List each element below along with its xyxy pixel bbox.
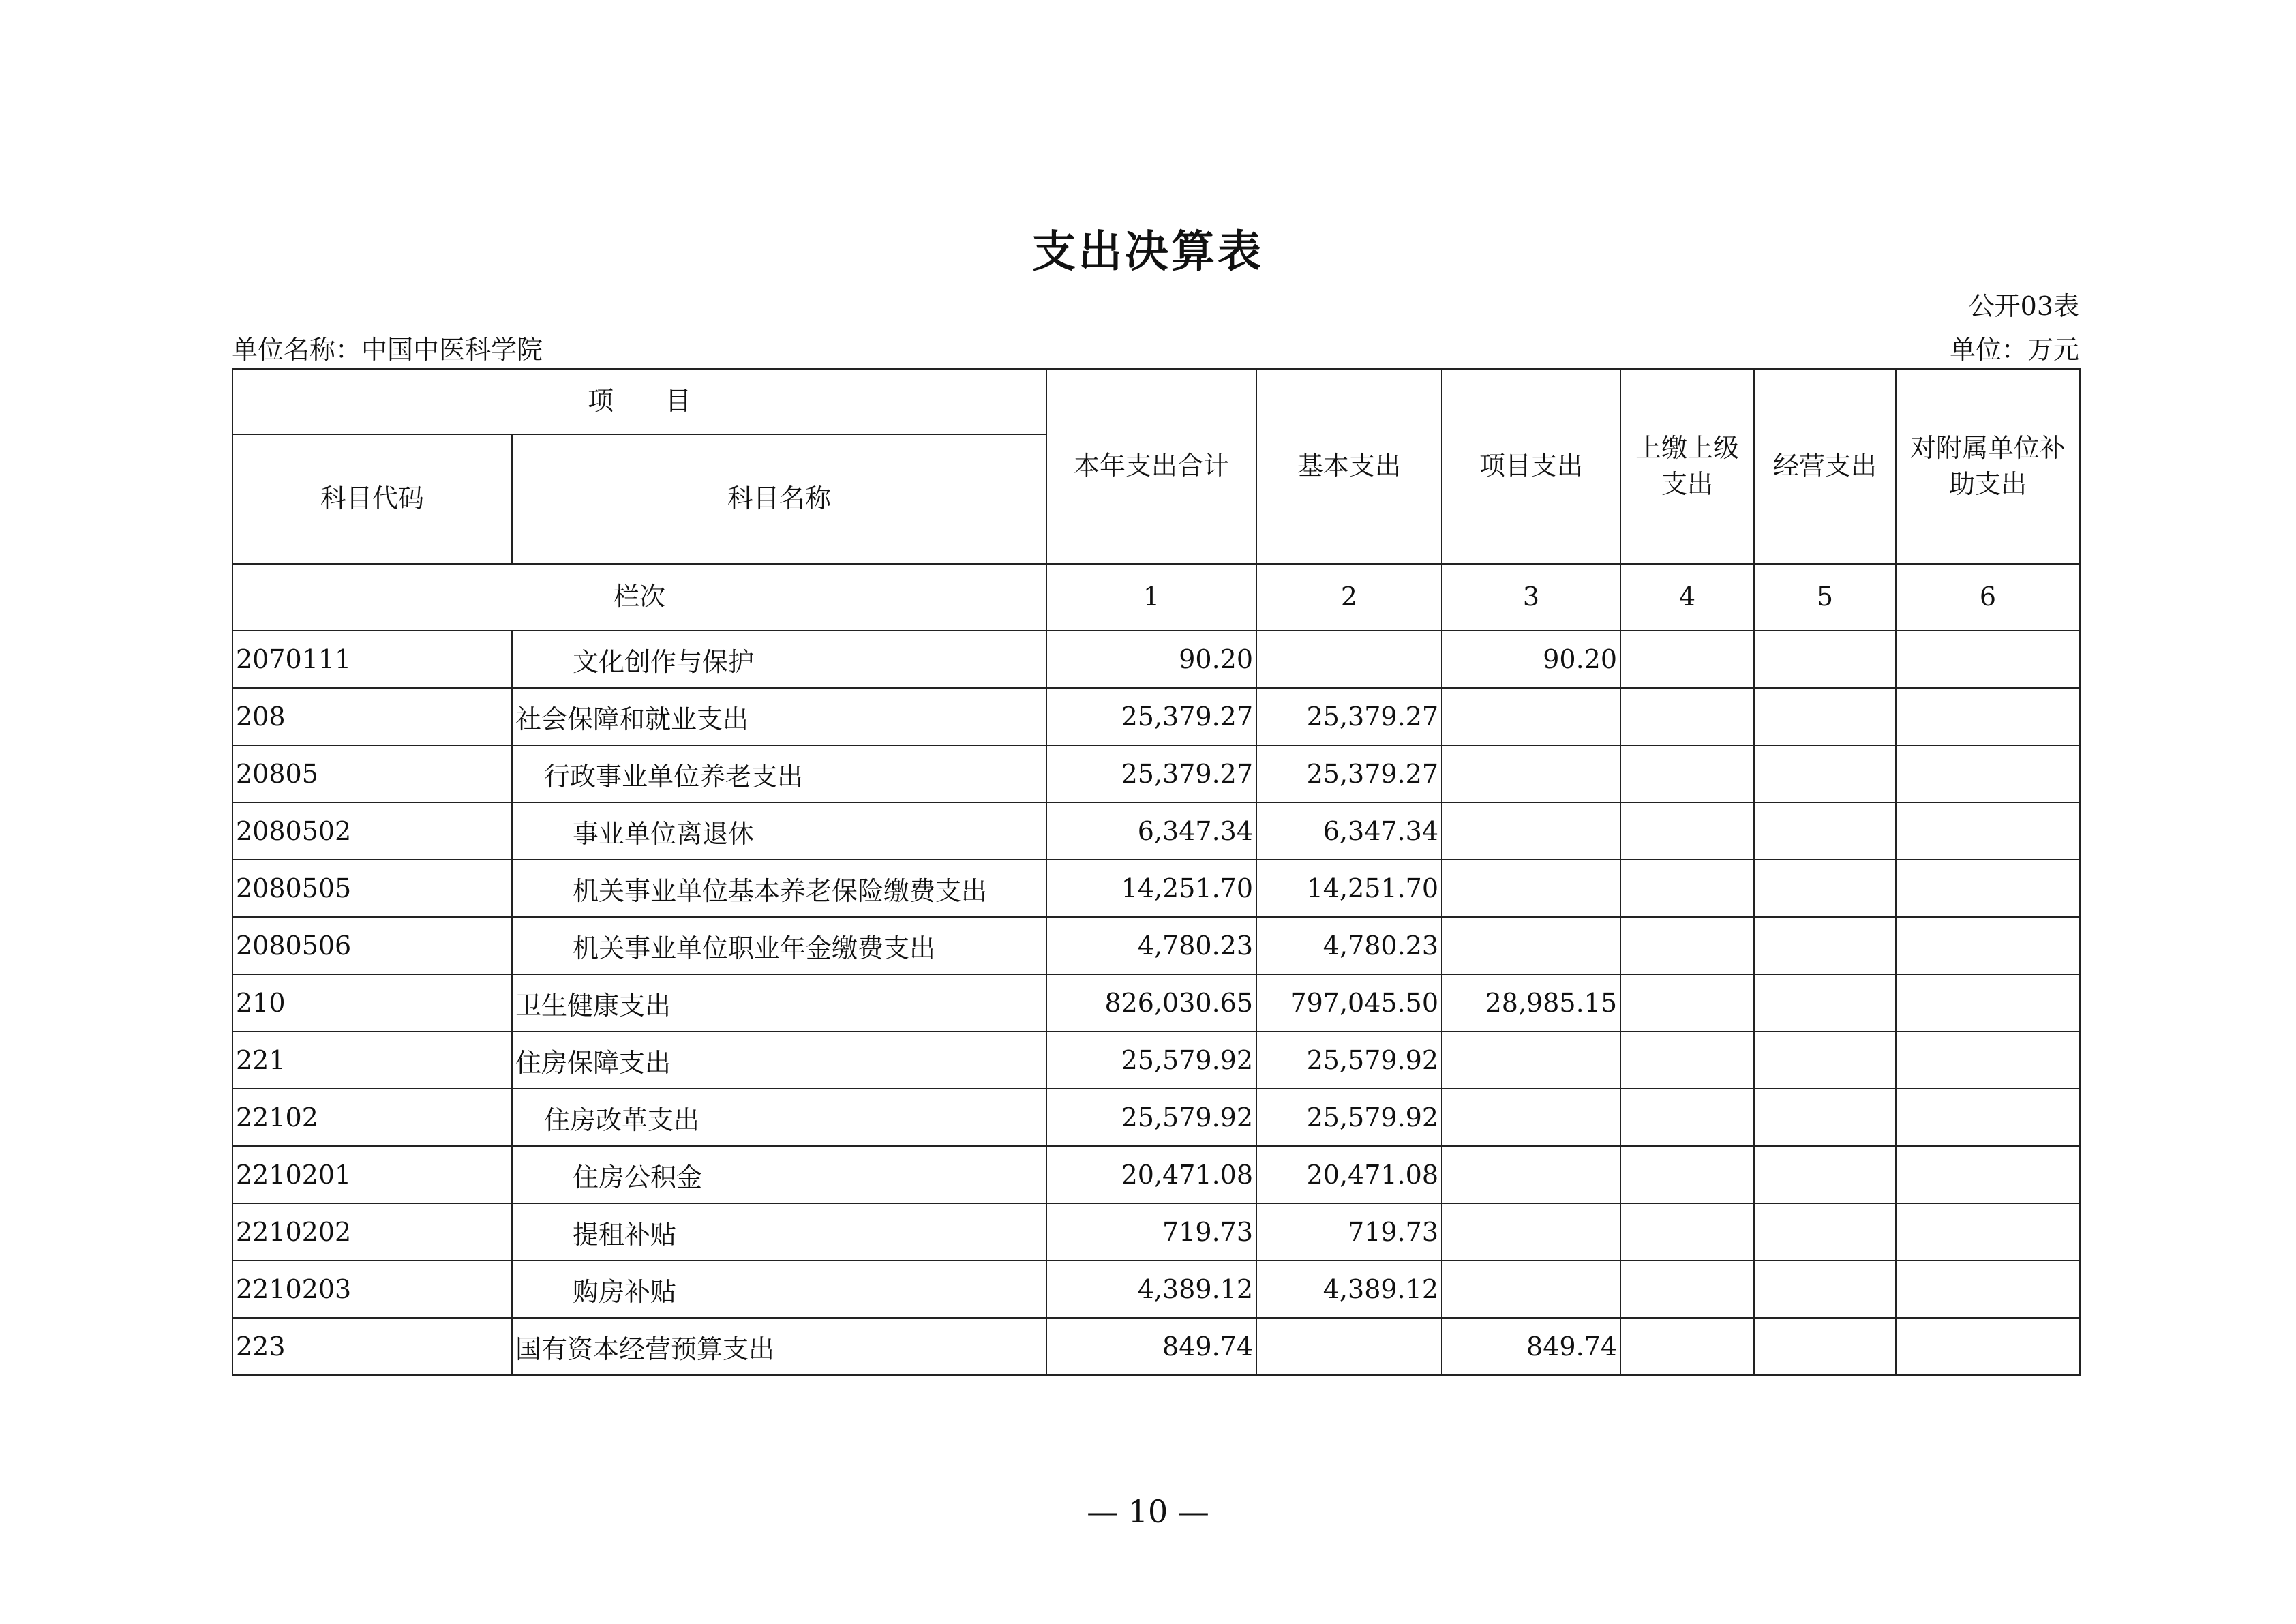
subject-name-cell: 购房补贴	[512, 1261, 1046, 1318]
header-lanci: 栏次	[232, 564, 1046, 631]
subsidy-cell	[1896, 1032, 2080, 1089]
subject-code-cell: 2080505	[232, 860, 512, 917]
subsidy-cell	[1896, 1318, 2080, 1375]
upper-cell	[1620, 1146, 1754, 1203]
total-cell: 849.74	[1046, 1318, 1256, 1375]
project-cell	[1442, 688, 1620, 745]
business-cell	[1754, 1203, 1896, 1261]
basic-cell: 797,045.50	[1256, 974, 1442, 1032]
project-cell: 90.20	[1442, 631, 1620, 688]
upper-cell	[1620, 974, 1754, 1032]
table-row	[232, 688, 2080, 745]
col-num-3: 3	[1442, 564, 1620, 631]
page-number: — 10 —	[1087, 1493, 1209, 1530]
basic-cell	[1256, 1318, 1442, 1375]
total-cell: 25,579.92	[1046, 1032, 1256, 1089]
header-proj: 项目支出	[1442, 369, 1620, 564]
subject-code-cell: 2210202	[232, 1203, 512, 1261]
table-row	[232, 1318, 2080, 1375]
header-subsidy-text: 对附属单位补助支出	[1910, 432, 2066, 499]
business-cell	[1754, 1146, 1896, 1203]
subject-code-cell: 22102	[232, 1089, 512, 1146]
header-subsidy	[1896, 369, 2080, 564]
subsidy-cell	[1896, 1089, 2080, 1146]
total-cell: 90.20	[1046, 631, 1256, 688]
col-num-4: 4	[1620, 564, 1754, 631]
upper-cell	[1620, 1032, 1754, 1089]
basic-cell: 20,471.08	[1256, 1146, 1442, 1203]
project-cell	[1442, 860, 1620, 917]
basic-cell: 25,379.27	[1256, 745, 1442, 802]
subject-name-cell: 国有资本经营预算支出	[512, 1318, 1046, 1375]
basic-cell: 719.73	[1256, 1203, 1442, 1261]
business-cell	[1754, 974, 1896, 1032]
table-row	[232, 1261, 2080, 1318]
subject-name-cell: 卫生健康支出	[512, 974, 1046, 1032]
basic-cell	[1256, 631, 1442, 688]
col-num-5: 5	[1754, 564, 1896, 631]
upper-cell	[1620, 688, 1754, 745]
subject-name-cell: 行政事业单位养老支出	[512, 745, 1046, 802]
subject-name-cell: 文化创作与保护	[512, 631, 1046, 688]
business-cell	[1754, 1318, 1896, 1375]
project-cell	[1442, 1089, 1620, 1146]
upper-cell	[1620, 1318, 1754, 1375]
basic-cell: 14,251.70	[1256, 860, 1442, 917]
project-cell	[1442, 1203, 1620, 1261]
table-row	[232, 1203, 2080, 1261]
table-row	[232, 1146, 2080, 1203]
business-cell	[1754, 1261, 1896, 1318]
subject-name-cell: 事业单位离退休	[512, 802, 1046, 860]
basic-cell: 25,379.27	[1256, 688, 1442, 745]
subject-code-cell: 2080502	[232, 802, 512, 860]
total-cell: 4,780.23	[1046, 917, 1256, 974]
table-row	[232, 631, 2080, 688]
total-cell: 20,471.08	[1046, 1146, 1256, 1203]
page-title: 支出决算表	[1032, 226, 1264, 277]
subsidy-cell	[1896, 631, 2080, 688]
subject-code-cell: 2210201	[232, 1146, 512, 1203]
table-row	[232, 1089, 2080, 1146]
table-row	[232, 802, 2080, 860]
subsidy-cell	[1896, 802, 2080, 860]
header-business: 经营支出	[1754, 369, 1896, 564]
subject-code-cell: 223	[232, 1318, 512, 1375]
subject-name-cell: 社会保障和就业支出	[512, 688, 1046, 745]
total-cell: 14,251.70	[1046, 860, 1256, 917]
project-cell	[1442, 802, 1620, 860]
subject-code-cell: 208	[232, 688, 512, 745]
subject-name-cell: 提租补贴	[512, 1203, 1046, 1261]
upper-cell	[1620, 631, 1754, 688]
table-row	[232, 917, 2080, 974]
business-cell	[1754, 860, 1896, 917]
total-cell: 4,389.12	[1046, 1261, 1256, 1318]
total-cell: 25,379.27	[1046, 688, 1256, 745]
header-upper	[1620, 369, 1754, 564]
subject-code-cell: 2080506	[232, 917, 512, 974]
project-cell	[1442, 1032, 1620, 1089]
header-name: 科目名称	[512, 434, 1046, 564]
col-num-2: 2	[1256, 564, 1442, 631]
upper-cell	[1620, 860, 1754, 917]
subsidy-cell	[1896, 745, 2080, 802]
subsidy-cell	[1896, 917, 2080, 974]
total-cell: 826,030.65	[1046, 974, 1256, 1032]
subsidy-cell	[1896, 860, 2080, 917]
business-cell	[1754, 631, 1896, 688]
unit-label: 单位：万元	[1949, 335, 2079, 365]
business-cell	[1754, 688, 1896, 745]
basic-cell: 25,579.92	[1256, 1032, 1442, 1089]
project-cell	[1442, 745, 1620, 802]
basic-cell: 4,780.23	[1256, 917, 1442, 974]
subsidy-cell	[1896, 1203, 2080, 1261]
header-project: 项 目	[232, 369, 1046, 434]
subject-code-cell: 221	[232, 1032, 512, 1089]
subject-name-cell: 住房改革支出	[512, 1089, 1046, 1146]
project-cell	[1442, 1261, 1620, 1318]
project-cell	[1442, 917, 1620, 974]
project-cell: 849.74	[1442, 1318, 1620, 1375]
project-cell: 28,985.15	[1442, 974, 1620, 1032]
subsidy-cell	[1896, 974, 2080, 1032]
basic-cell: 25,579.92	[1256, 1089, 1442, 1146]
header-total: 本年支出合计	[1046, 369, 1256, 564]
business-cell	[1754, 1089, 1896, 1146]
total-cell: 6,347.34	[1046, 802, 1256, 860]
subsidy-cell	[1896, 688, 2080, 745]
total-cell: 25,579.92	[1046, 1089, 1256, 1146]
basic-cell: 6,347.34	[1256, 802, 1442, 860]
table-row	[232, 974, 2080, 1032]
subsidy-cell	[1896, 1261, 2080, 1318]
subject-name-cell: 机关事业单位职业年金缴费支出	[512, 917, 1046, 974]
business-cell	[1754, 917, 1896, 974]
upper-cell	[1620, 917, 1754, 974]
project-cell	[1442, 1146, 1620, 1203]
upper-cell	[1620, 1261, 1754, 1318]
subject-name-cell: 机关事业单位基本养老保险缴费支出	[512, 860, 1046, 917]
upper-cell	[1620, 802, 1754, 860]
subject-name-cell: 住房公积金	[512, 1146, 1046, 1203]
form-number: 公开03表	[1968, 291, 2079, 321]
col-num-6: 6	[1896, 564, 2080, 631]
upper-cell	[1620, 1089, 1754, 1146]
expenditure-table	[232, 368, 2081, 1376]
upper-cell	[1620, 745, 1754, 802]
header-upper-text: 上缴上级支出	[1635, 432, 1740, 499]
table-row	[232, 860, 2080, 917]
subject-code-cell: 210	[232, 974, 512, 1032]
basic-cell: 4,389.12	[1256, 1261, 1442, 1318]
col-num-1: 1	[1046, 564, 1256, 631]
business-cell	[1754, 745, 1896, 802]
table-row	[232, 1032, 2080, 1089]
table-row	[232, 745, 2080, 802]
header-code: 科目代码	[232, 434, 512, 564]
subsidy-cell	[1896, 1146, 2080, 1203]
subject-code-cell: 2070111	[232, 631, 512, 688]
total-cell: 719.73	[1046, 1203, 1256, 1261]
organization-label: 单位名称：中国中医科学院	[232, 335, 543, 365]
header-basic: 基本支出	[1256, 369, 1442, 564]
subject-code-cell: 2210203	[232, 1261, 512, 1318]
business-cell	[1754, 802, 1896, 860]
total-cell: 25,379.27	[1046, 745, 1256, 802]
upper-cell	[1620, 1203, 1754, 1261]
business-cell	[1754, 1032, 1896, 1089]
subject-name-cell: 住房保障支出	[512, 1032, 1046, 1089]
subject-code-cell: 20805	[232, 745, 512, 802]
